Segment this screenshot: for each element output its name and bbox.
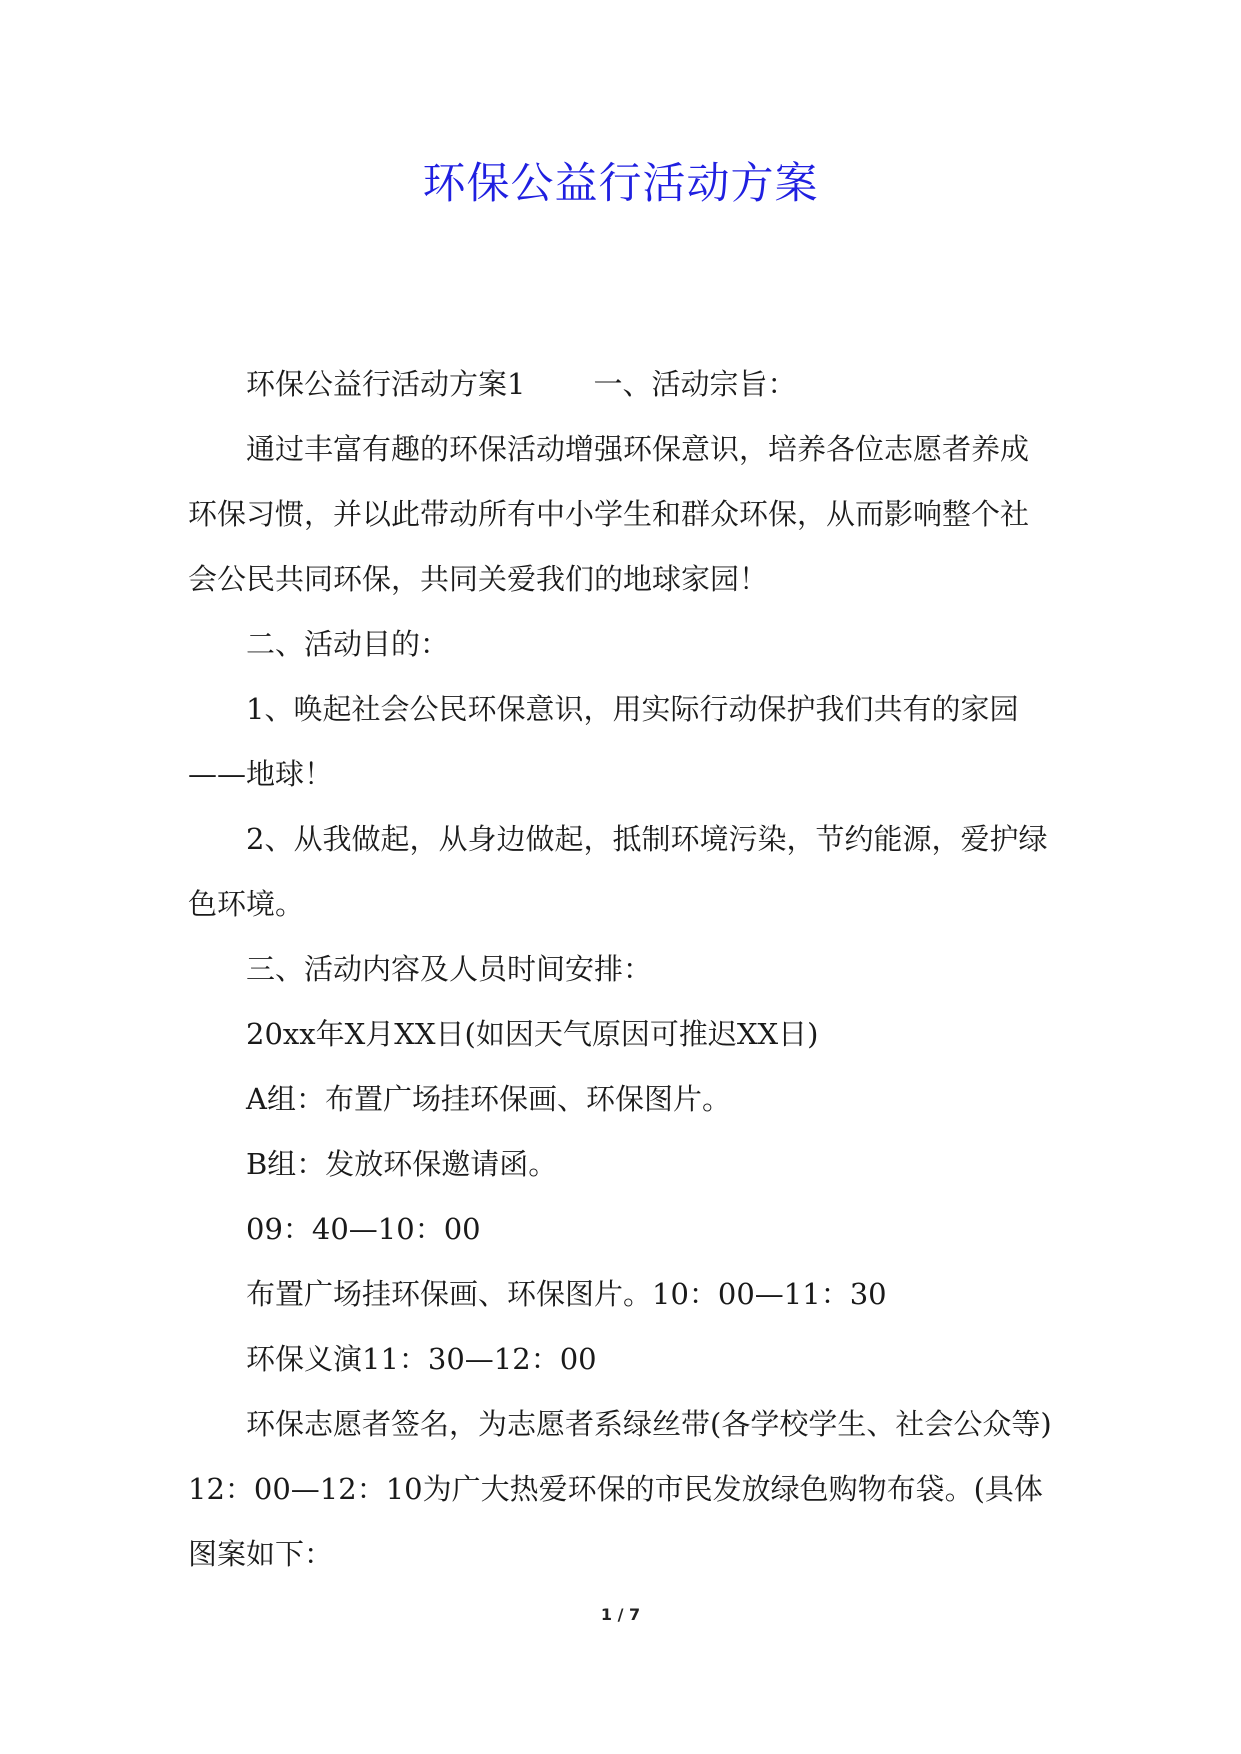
paragraph: 09：40—10：00 [246,1212,481,1246]
paragraph: 1、唤起社会公民环保意识，用实际行动保护我们共有的家园——地球！ [188,692,1019,791]
document-title: 环保公益行活动方案 [422,159,819,209]
paragraph: 二、活动目的： [246,627,450,661]
paragraph: 三、活动内容及人员时间安排： [246,952,653,986]
paragraph: 通过丰富有趣的环保活动增强环保意识，培养各位志愿者养成环保习惯，并以此带动所有中小学生和群众环保，从而影响整个社会公民共同环保，共同关爱我们的地球家园！ [188,432,1030,596]
paragraph: 布置广场挂环保画、环保图片。10：00—11：30 [246,1277,887,1311]
paragraph: A组：布置广场挂环保画、环保图片。 [246,1082,731,1116]
paragraph-heading [188,352,1056,417]
section-heading: 一、活动宗旨： [593,367,797,401]
paragraph: 环保义演11：30—12：00 [246,1342,597,1376]
paragraph: 20xx年X月XX日(如因天气原因可推迟XX日) [246,1017,819,1051]
document-body [188,352,1056,1587]
paragraph: B组：发放环保邀请函。 [246,1147,558,1181]
paragraph: 2、从我做起，从身边做起，抵制环境污染，节约能源，爱护绿色环境。 [188,822,1048,921]
plan-name: 环保公益行活动方案1 [246,367,526,401]
page-number: 1 / 7 [600,1605,641,1624]
paragraph: 环保志愿者签名，为志愿者系绿丝带(各学校学生、社会公众等)12：00—12：10为广大热爱环保的市民发放绿色购物布袋。(具体图案如下： [188,1407,1052,1571]
